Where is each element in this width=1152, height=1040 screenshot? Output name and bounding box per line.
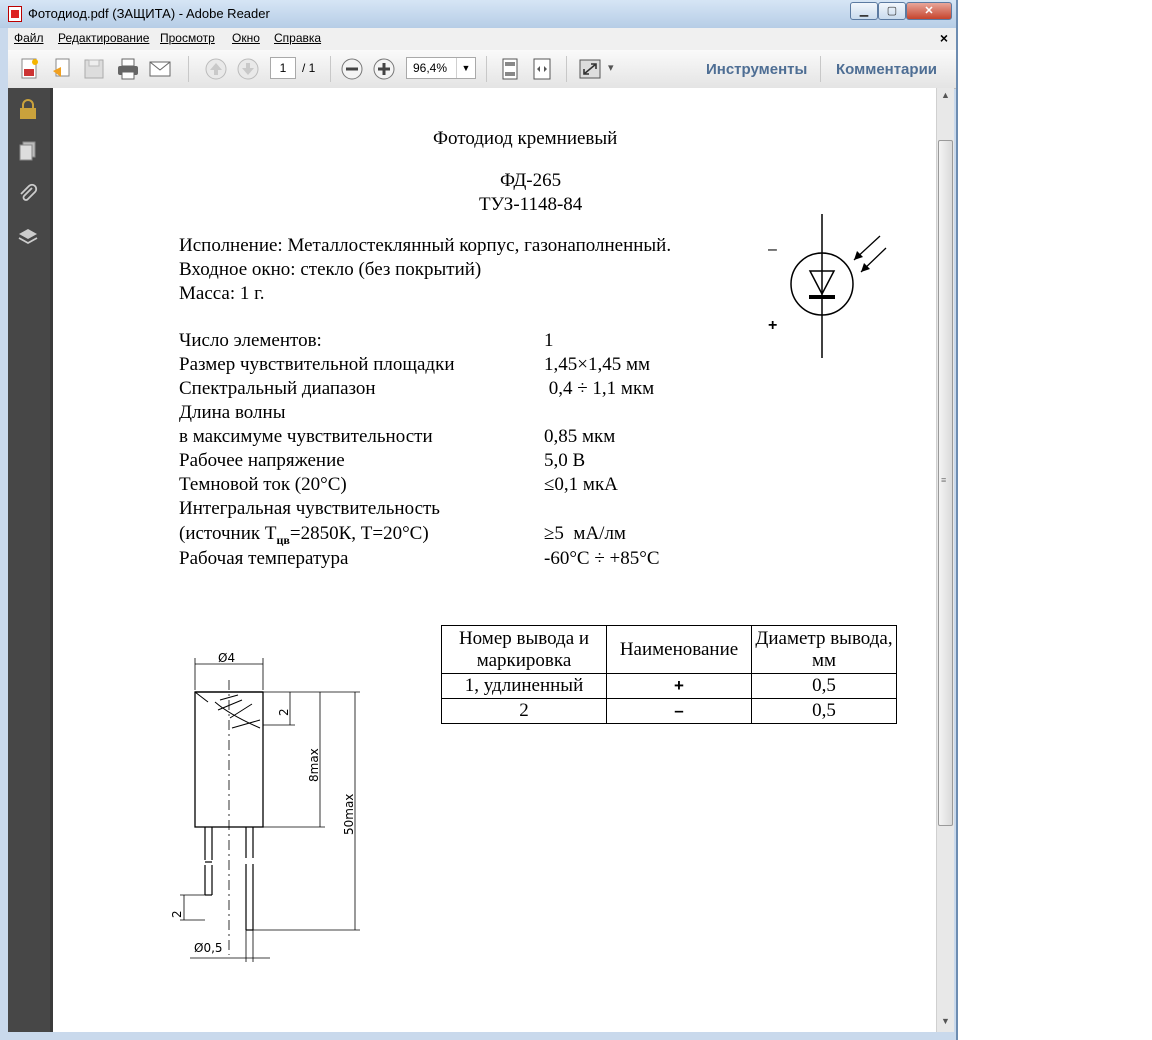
zoom-out-icon[interactable] (340, 57, 364, 81)
dim-lead-label: 2 (170, 910, 184, 918)
table-header: Наименование (607, 626, 752, 674)
package-drawing (160, 640, 380, 970)
chevron-down-icon[interactable]: ▼ (456, 58, 475, 78)
pages-icon[interactable] (17, 140, 39, 162)
zoom-value: 96,4% (413, 61, 448, 75)
table-cell: 0,5 (752, 674, 897, 699)
toolbar-separator (566, 56, 567, 82)
attachment-icon[interactable] (17, 182, 39, 204)
table-cell: 0,5 (752, 699, 897, 724)
spec-value: -60°С ÷ +85°С (544, 548, 660, 569)
desc-line: Исполнение: Металлостеклянный корпус, газонаполненный. (179, 235, 672, 256)
table-header-row (442, 626, 897, 674)
maximize-button[interactable]: ▢ (878, 2, 906, 20)
dim-body-label: 8max (307, 748, 321, 782)
spec-label: Длина волны (179, 402, 286, 423)
vertical-scrollbar[interactable] (936, 88, 954, 1032)
spec-label: Темновой ток (20°С) (179, 474, 347, 495)
table-cell: + (607, 674, 752, 699)
spec-value: ≥5 мА/лм (544, 523, 626, 544)
minus-sign: – (768, 241, 777, 258)
menu-view[interactable]: Просмотр (160, 31, 215, 45)
minimize-button[interactable]: ▁ (850, 2, 878, 20)
create-pdf-icon[interactable] (18, 57, 42, 81)
page-total: / 1 (302, 61, 316, 75)
table-row (442, 674, 897, 699)
page-number-input[interactable]: 1 (270, 57, 296, 79)
desc-line: Масса: 1 г. (179, 283, 265, 304)
spec-label: Число элементов: (179, 330, 322, 351)
spec-label: Интегральная чувствительность (179, 498, 440, 519)
dim-total-label: 50max (342, 793, 356, 835)
doc-title: Фотодиод кремниевый (433, 128, 618, 149)
fit-width-icon[interactable] (530, 57, 554, 81)
table-cell: 1, удлиненный (442, 674, 607, 699)
navigation-panel (8, 88, 50, 1032)
doc-model: ФД-265 (500, 170, 562, 191)
menu-file[interactable]: Файл (14, 31, 44, 45)
spec-label-tail: =2850К, Т=20°С) (289, 523, 429, 544)
zoom-in-icon[interactable] (372, 57, 396, 81)
toolbar-more-icon[interactable]: ▾ (608, 62, 614, 74)
lock-icon[interactable] (17, 98, 39, 120)
spec-label: (источник Т (179, 523, 277, 544)
doc-standard: ТУЗ-1148-84 (479, 194, 583, 215)
table-header: Диаметр вывода, мм (752, 626, 897, 674)
plus-sign: + (768, 317, 778, 334)
spec-label: Рабочее напряжение (179, 450, 345, 471)
menu-help[interactable]: Справка (274, 31, 322, 45)
full-screen-icon[interactable] (578, 57, 602, 81)
spec-label: Размер чувствительной площадки (179, 354, 455, 375)
scroll-up-icon[interactable]: ▲ (941, 90, 950, 100)
table-row (442, 699, 897, 724)
scroll-down-icon[interactable]: ▼ (941, 1016, 950, 1026)
layers-icon[interactable] (17, 226, 39, 248)
fit-page-icon[interactable] (498, 57, 522, 81)
scrollbar-thumb[interactable] (938, 140, 953, 826)
pin-table (441, 625, 897, 724)
table-cell: 2 (442, 699, 607, 724)
toolbar-separator (486, 56, 487, 82)
table-header: Номер вывода и маркировка (442, 626, 607, 674)
spec-label: в максимуме чувствительности (179, 426, 433, 447)
toolbar-separator (188, 56, 189, 82)
grip-icon: ≡ (941, 475, 947, 485)
menu-bar (8, 28, 956, 51)
dim-top-label: 2 (277, 708, 291, 716)
toolbar-separator (330, 56, 331, 82)
email-icon[interactable] (148, 57, 172, 81)
tools-button[interactable]: Инструменты (706, 61, 808, 78)
save-icon[interactable] (82, 57, 106, 81)
pdf-icon (8, 6, 22, 22)
previous-page-icon[interactable] (204, 57, 228, 81)
spec-label: Рабочая температура (179, 548, 349, 569)
print-icon[interactable] (116, 57, 140, 81)
edit-pdf-icon[interactable] (50, 57, 74, 81)
menu-window[interactable]: Окно (232, 31, 260, 45)
desc-line: Входное окно: стекло (без покрытий) (179, 259, 482, 280)
spec-value: 0,85 мкм (544, 426, 616, 447)
table-cell: – (607, 699, 752, 724)
spec-value: 5,0 В (544, 450, 586, 471)
spec-label-composite (179, 523, 429, 548)
spec-value: 1,45×1,45 мм (544, 354, 651, 375)
dia-lead-label: Ø0,5 (194, 941, 223, 955)
close-button[interactable]: ✕ (906, 2, 952, 20)
comments-button[interactable]: Комментарии (836, 61, 938, 78)
toolbar-separator (820, 56, 821, 82)
zoom-select[interactable] (406, 57, 476, 79)
toolbar (8, 50, 956, 89)
dia-body-label: Ø4 (218, 651, 236, 665)
window-title: Фотодиод.pdf (ЗАЩИТА) - Adobe Reader (28, 6, 270, 21)
spec-value: 0,4 ÷ 1,1 мкм (544, 378, 655, 399)
next-page-icon[interactable] (236, 57, 260, 81)
spec-value: 1 (544, 330, 554, 351)
menu-edit[interactable]: Редактирование (58, 31, 150, 45)
close-document-button[interactable]: × (939, 30, 948, 46)
title-bar (0, 0, 956, 28)
spec-label-sub: цв (276, 532, 290, 547)
photodiode-symbol (760, 210, 890, 362)
spec-label: Спектральный диапазон (179, 378, 376, 399)
spec-value: ≤0,1 мкА (544, 474, 618, 495)
